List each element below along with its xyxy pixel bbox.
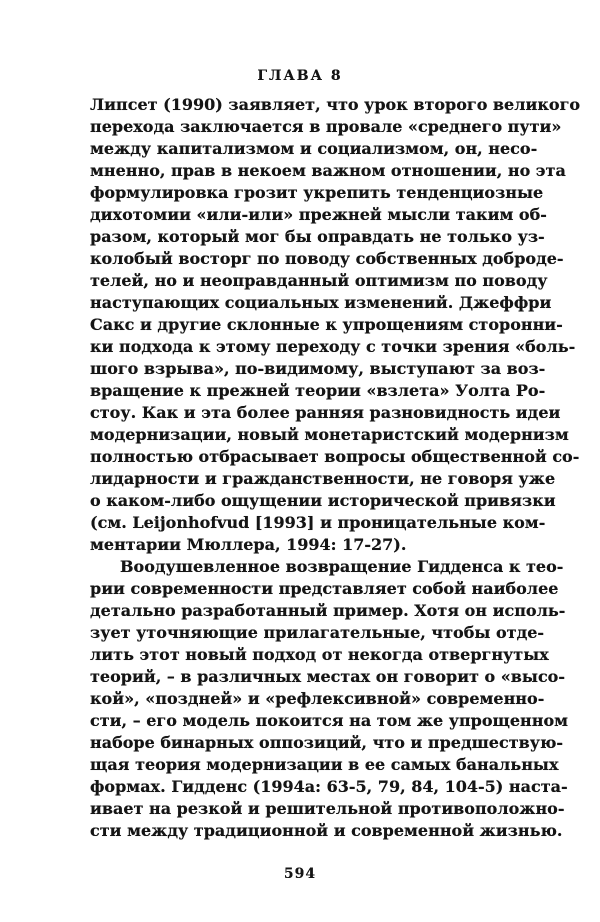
text-line: модернизации, новый монетаристский модернизм: [90, 425, 569, 444]
text-line: формулировка грозит укрепить тенденциозные: [90, 183, 544, 202]
text-line: стоу. Как и эта более ранняя разновидность идеи: [90, 403, 561, 422]
text-line: ивает на резкой и решительной противоположно-: [90, 799, 565, 818]
text-line: Воодушевленное возвращение Гидденса к тео-: [120, 557, 564, 576]
text-line: перехода заключается в провале «среднего пути»: [90, 117, 562, 136]
text-line: колобый восторг по поводу собственных доброде-: [90, 249, 564, 268]
chapter-header: ГЛАВА 8: [257, 68, 343, 84]
page-number: 594: [283, 866, 317, 882]
paragraph: [90, 94, 581, 556]
text-line: мненно, прав в некоем важном отношении, но эта: [90, 161, 566, 180]
text-line: наступающих социальных изменений. Джеффри: [90, 293, 552, 312]
text-line: сти, – его модель покоится на том же упрощенном: [90, 711, 569, 730]
text-line: лидарности и гражданственности, не говоря уже: [90, 469, 556, 488]
text-line: о каком-либо ощущении исторической привязки: [90, 491, 556, 510]
paragraph: [90, 556, 569, 842]
text-line: дихотомии «или-или» прежней мысли таким об-: [90, 205, 547, 224]
text-line: формах. Гидденс (1994а: 63-5, 79, 84, 104-5) наста-: [90, 777, 568, 796]
text-line: ментарии Мюллера, 1994: 17-27).: [90, 535, 407, 554]
text-line: наборе бинарных оппозиций, что и предшествую-: [90, 733, 564, 752]
text-line: зует уточняющие прилагательные, чтобы отде-: [90, 623, 545, 642]
text-line: телей, но и неоправданный оптимизм по поводу: [90, 271, 548, 290]
text-line: разом, который мог бы оправдать не только уз-: [90, 227, 545, 246]
text-line: между капитализмом и социализмом, он, несо-: [90, 139, 538, 158]
text-line: шого взрыва», по-видимому, выступают за воз-: [90, 359, 546, 378]
text-line: кой», «поздней» и «рефлексивной» современно-: [90, 689, 545, 708]
text-line: рии современности представляет собой наиболее: [90, 579, 559, 598]
text-line: щая теория модернизации в ее самых банальных: [90, 755, 559, 774]
text-line: Сакс и другие склонные к упрощениям сторонни-: [90, 315, 563, 334]
text-line: полностью отбрасывает вопросы общественной со-: [90, 447, 580, 466]
text-line: ки подхода к этому переходу с точки зрения «боль-: [90, 337, 576, 356]
text-line: Липсет (1990) заявляет, что урок второго великого: [90, 95, 581, 114]
body-text: [90, 94, 581, 842]
text-line: (см. Leijonhofvud [1993] и проницательные ком-: [90, 513, 546, 532]
text-line: лить этот новый подход от некогда отвергнутых: [90, 645, 549, 664]
text-line: детально разработанный пример. Хотя он исполь-: [90, 601, 566, 620]
text-line: вращение к прежней теории «взлета» Уолта Ро-: [90, 381, 546, 400]
text-line: теорий, – в различных местах он говорит о «высо-: [90, 667, 565, 686]
text-line: сти между традиционной и современной жизнью.: [90, 821, 563, 840]
